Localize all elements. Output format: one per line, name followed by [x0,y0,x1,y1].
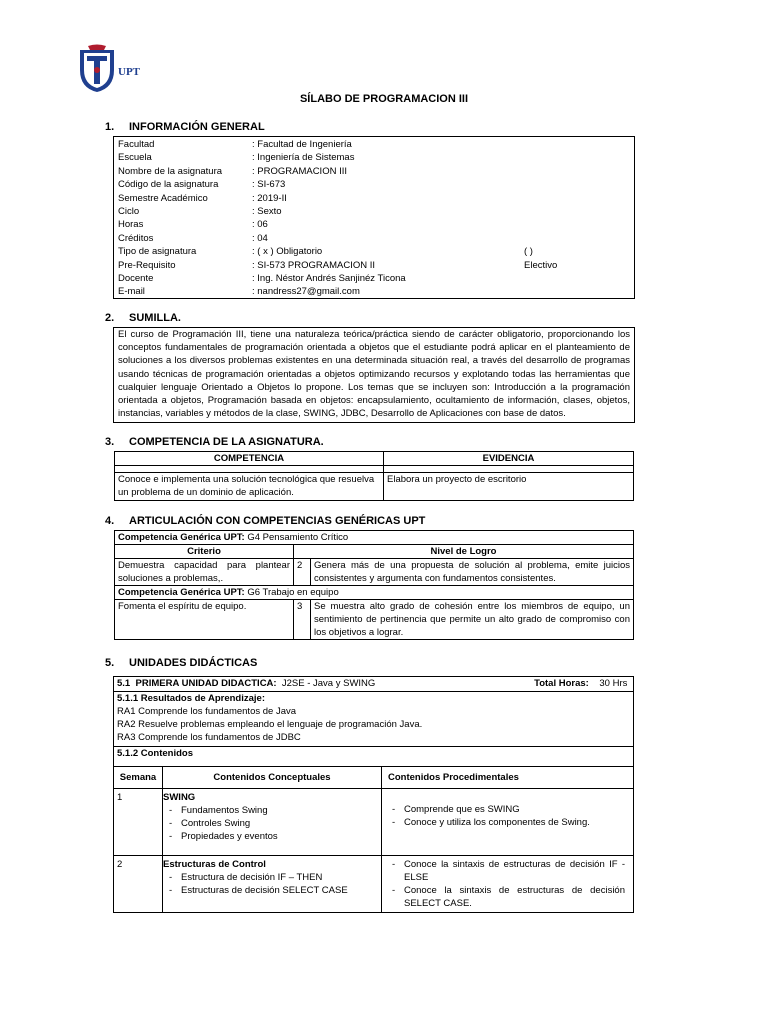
week-concepts [163,856,382,913]
info-label: E-mail [118,286,145,298]
week-procedures [382,789,634,856]
info-label: Horas [118,219,144,231]
section-4-heading: 4. ARTICULACIÓN CON COMPETENCIAS GENÉRICAS UPT [105,515,426,527]
section-2-heading: 2. SUMILLA. [105,312,181,324]
info-label: Pre-Requisito [118,259,176,271]
concept-item: - Controles Swing [169,817,381,830]
info-row [114,245,406,258]
document-title: SÍLABO DE PROGRAMACION III [299,93,469,105]
info-label: Créditos [118,232,154,244]
concept-item: - Estructura de decisión IF – THEN [169,871,381,884]
criterio-1: Demuestra capacidad para plantear soluciones a problemas,. [115,559,294,586]
sumilla-text: El curso de Programación III, tiene una naturaleza teórica/práctica siendo de carácter obligatorio, proporcionando los conceptos fundamentales de programación orientada a objetos que el estudiante podrá aplicar en el planteamiento de soluciones a los diversos problemas existentes en una determinada situación real, a través del desarrollo de programas usando técnicas de programación orientadas a objetos optimizando recursos y explotando todas las herramientas que cualquier lenguaje Orientado a Objetos lo propone. Los temas que se incluyen son: Introducción a la programación orientada a objetos, Programación basada en objetos: encapsulamiento, ocultamiento de información, clases, objetos, instancias, variables y métodos de la clase, SWING, JDBC, Desarrollo de Aplicaciones con base de datos. [113,327,635,423]
competencia-table [114,451,634,501]
section-3-heading: 3. COMPETENCIA DE LA ASIGNATURA. [105,436,324,448]
procedure-item: - Comprende que es SWING [392,803,625,816]
week-row [114,789,634,856]
info-value: : SI-673 [252,179,286,191]
col-criterio: Criterio [115,545,294,559]
generic-competence-1: Competencia Genérica UPT: G4 Pensamiento Crítico [115,531,634,545]
learning-outcome: RA1 Comprende los fundamentos de Java [117,706,297,717]
genericas-table [114,530,634,640]
unidad-table [113,676,634,913]
info-value: : PROGRAMACION III [252,165,348,177]
learning-outcome: RA3 Comprende los fundamentos de JDBC [117,732,301,743]
info-value: : Facultad de Ingeniería [252,139,352,150]
info-label: Código de la asignatura [118,179,219,191]
week-number: 1 [114,789,163,856]
contents-heading: 5.1.2 Contenidos [114,747,634,767]
info-value: : 06 [252,219,268,231]
nivel-1-num: 2 [294,559,311,586]
week-row [114,856,634,913]
nivel-1: Genera más de una propuesta de solución al problema, emite juicios consistentes y argumenta con fundamentos consistentes. [311,559,634,586]
general-info-table [114,138,558,299]
col-evidencia: EVIDENCIA [384,452,634,466]
concept-item: - Estructuras de decisión SELECT CASE [169,884,381,897]
info-row [114,218,406,231]
unit-header: 5.1 PRIMERA UNIDAD DIDACTICA: J2SE - Java y SWING Total Horas: 30 Hrs [114,677,634,692]
info-value: : 2019-II [252,192,287,204]
nivel-2: Se muestra alto grado de cohesión entre los miembros de equipo, un sentimiento de pertinencia que permite un alto grado de compromiso con los objetivos a lograr. [311,600,634,640]
generic-competence-2: Competencia Genérica UPT: G6 Trabajo en equipo [115,586,634,600]
week-concepts [163,789,382,856]
col-procedimentales: Contenidos Procedimentales [382,767,634,789]
info-row [114,165,406,178]
section-5-heading: 5. UNIDADES DIDÁCTICAS [105,657,258,669]
week-title: SWING [163,792,196,803]
criterio-2: Fomenta el espíritu de equipo. [115,600,294,640]
info-value: : 04 [252,232,268,244]
info-row [114,151,406,164]
logo-text: UPT [118,66,140,78]
info-row [114,259,406,272]
info-label: Nombre de la asignatura [118,165,223,177]
info-row [114,205,406,218]
info-value: : Ingeniería de Sistemas [252,152,355,164]
col-nivel: Nivel de Logro [294,545,634,559]
learning-outcome: RA2 Resuelve problemas empleando el lenguaje de programación Java. [117,719,423,730]
competencia-cell: Conoce e implementa una solución tecnológica que resuelva un problema de un dominio de aplicación. [115,473,384,501]
info-row [114,178,406,191]
info-row [114,192,406,205]
info-value: : SI-573 PROGRAMACION II [252,259,375,271]
info-label: Escuela [118,152,152,164]
info-value: : Ing. Néstor Andrés Sanjinéz Ticona [252,273,406,285]
concept-item: - Propiedades y eventos [169,830,381,843]
section-1-heading: 1. INFORMACIÓN GENERAL [105,121,265,133]
procedure-item: - Conoce la sintaxis de estructuras de decisión SELECT CASE. [392,884,625,910]
col-semana: Semana [114,767,163,789]
week-title: Estructuras de Control [163,859,266,870]
info-value: : ( x ) Obligatorio ( ) Electivo [252,246,558,271]
general-info-box [113,136,635,299]
info-label: Docente [118,273,154,285]
info-row [114,272,406,285]
info-label: Semestre Académico [118,192,208,204]
info-label: Tipo de asignatura [118,246,197,258]
week-number: 2 [114,856,163,913]
concept-item: - Fundamentos Swing [169,804,381,817]
info-label: Facultad [118,139,155,150]
info-row [114,285,406,298]
learning-outcomes: 5.1.1 Resultados de Aprendizaje: RA1 Comprende los fundamentos de Java RA2 Resuelve problemas empleando el lenguaje de programación Java. RA3 Comprende los fundamentos de JDBC [114,692,634,747]
info-value: : Sexto [252,206,282,218]
procedure-item: - Conoce la sintaxis de estructuras de decisión IF - ELSE [392,858,625,884]
info-value: : nandress27@gmail.com [252,286,360,298]
col-competencia: COMPETENCIA [115,452,384,466]
evidencia-cell: Elabora un proyecto de escritorio [384,473,634,501]
info-label: Ciclo [118,206,140,218]
procedure-item: - Conoce y utiliza los componentes de Swing. [392,816,625,829]
info-row [114,232,406,245]
col-conceptuales: Contenidos Conceptuales [163,767,382,789]
nivel-2-num: 3 [294,600,311,640]
info-row [114,138,406,151]
week-procedures [382,856,634,913]
